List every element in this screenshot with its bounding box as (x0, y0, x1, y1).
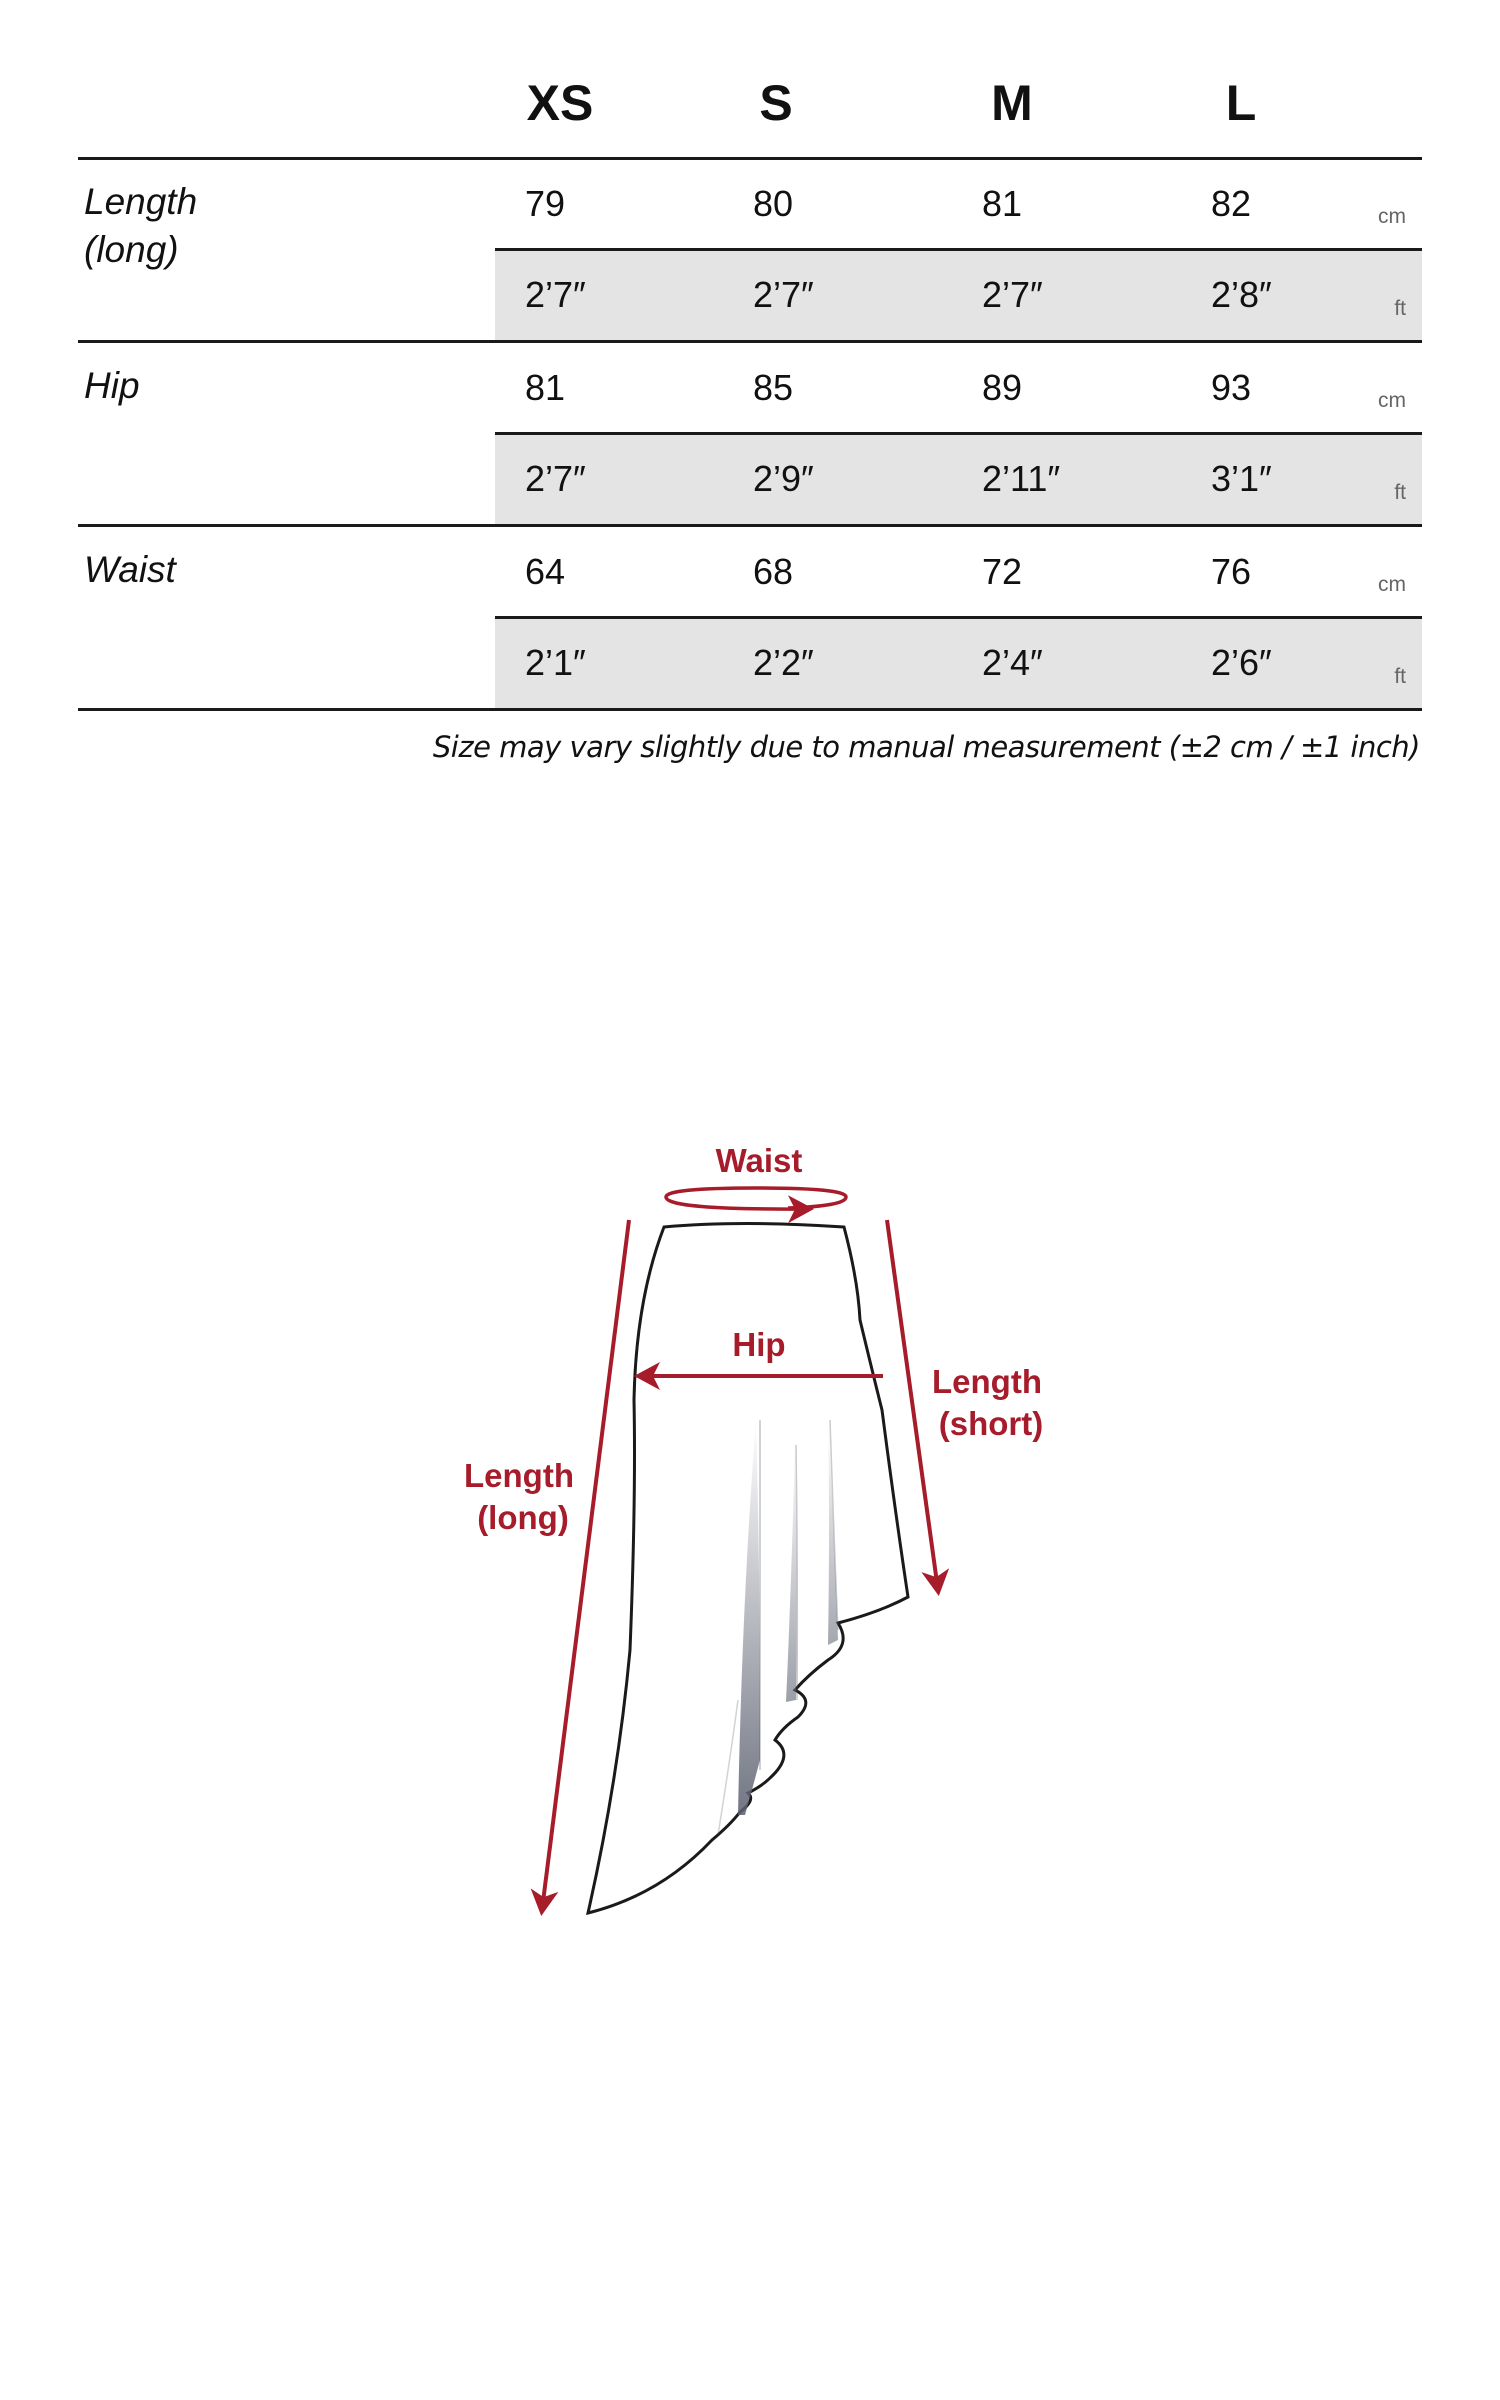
cell-hip-ft-s: 2’9″ (753, 458, 814, 499)
cell-length-cm-m: 81 (982, 183, 1023, 224)
cell-hip-ft-m: 2’11″ (982, 458, 1061, 499)
cell-waist-cm-m: 72 (982, 551, 1023, 592)
table-divider (78, 340, 1422, 343)
cell-length-cm-l: 82 (1211, 183, 1252, 224)
waist-label: Waist (715, 1142, 803, 1179)
table-divider (78, 708, 1422, 711)
cell-length-cm-s: 80 (753, 183, 794, 224)
table-divider (78, 157, 1422, 160)
cell-length-ft-s: 2’7″ (753, 274, 814, 315)
unit-cm: cm (1378, 573, 1406, 596)
cell-waist-cm-xs: 64 (525, 551, 566, 592)
cell-hip-ft-xs: 2’7″ (525, 458, 586, 499)
table-divider (495, 248, 1422, 251)
skirt-measurement-diagram (0, 1100, 1500, 1960)
cell-hip-cm-xs: 81 (525, 367, 566, 408)
row-label-waist (84, 546, 176, 594)
row-label-line: Hip (84, 365, 140, 406)
table-divider (495, 432, 1422, 435)
cell-hip-cm-l: 93 (1211, 367, 1252, 408)
ft-row-shade (495, 251, 1422, 340)
size-header-l: L (1225, 75, 1257, 131)
size-header-xs: XS (526, 75, 594, 131)
measurement-note: Size may vary slightly due to manual measurement (±2 cm / ±1 inch) (432, 730, 1420, 764)
unit-cm: cm (1378, 389, 1406, 412)
cell-waist-ft-xs: 2’1″ (525, 642, 586, 683)
size-header-m: M (991, 75, 1033, 131)
waist-measure-arrow (666, 1188, 846, 1209)
cell-length-ft-m: 2’7″ (982, 274, 1043, 315)
unit-ft: ft (1394, 297, 1406, 320)
cell-waist-cm-l: 76 (1211, 551, 1252, 592)
unit-ft: ft (1394, 481, 1406, 504)
cell-hip-cm-m: 89 (982, 367, 1023, 408)
cell-hip-cm-s: 85 (753, 367, 794, 408)
size-header-s: S (759, 75, 793, 131)
unit-cm: cm (1378, 205, 1406, 228)
cell-waist-ft-s: 2’2″ (753, 642, 814, 683)
cell-hip-ft-l: 3’1″ (1211, 458, 1272, 499)
length-short-label-line1: Length (932, 1363, 1042, 1400)
cell-waist-cm-s: 68 (753, 551, 794, 592)
row-label-line: Length (84, 181, 198, 222)
cell-length-ft-xs: 2’7″ (525, 274, 586, 315)
row-label-length (84, 178, 197, 274)
cell-waist-ft-m: 2’4″ (982, 642, 1043, 683)
unit-ft: ft (1394, 665, 1406, 688)
cell-length-cm-xs: 79 (525, 183, 566, 224)
cell-length-ft-l: 2’8″ (1211, 274, 1272, 315)
ft-row-shade (495, 435, 1422, 524)
row-label-line: Waist (84, 549, 176, 590)
row-label-line: (long) (84, 229, 179, 270)
row-label-hip (84, 362, 140, 410)
length-long-label-line1: Length (464, 1457, 574, 1494)
table-divider (495, 616, 1422, 619)
cell-waist-ft-l: 2’6″ (1211, 642, 1272, 683)
length-short-label-line2: (short) (938, 1405, 1044, 1442)
ft-row-shade (495, 619, 1422, 708)
hip-label: Hip (732, 1326, 786, 1363)
table-divider (78, 524, 1422, 527)
length-long-label-line2: (long) (477, 1499, 569, 1536)
